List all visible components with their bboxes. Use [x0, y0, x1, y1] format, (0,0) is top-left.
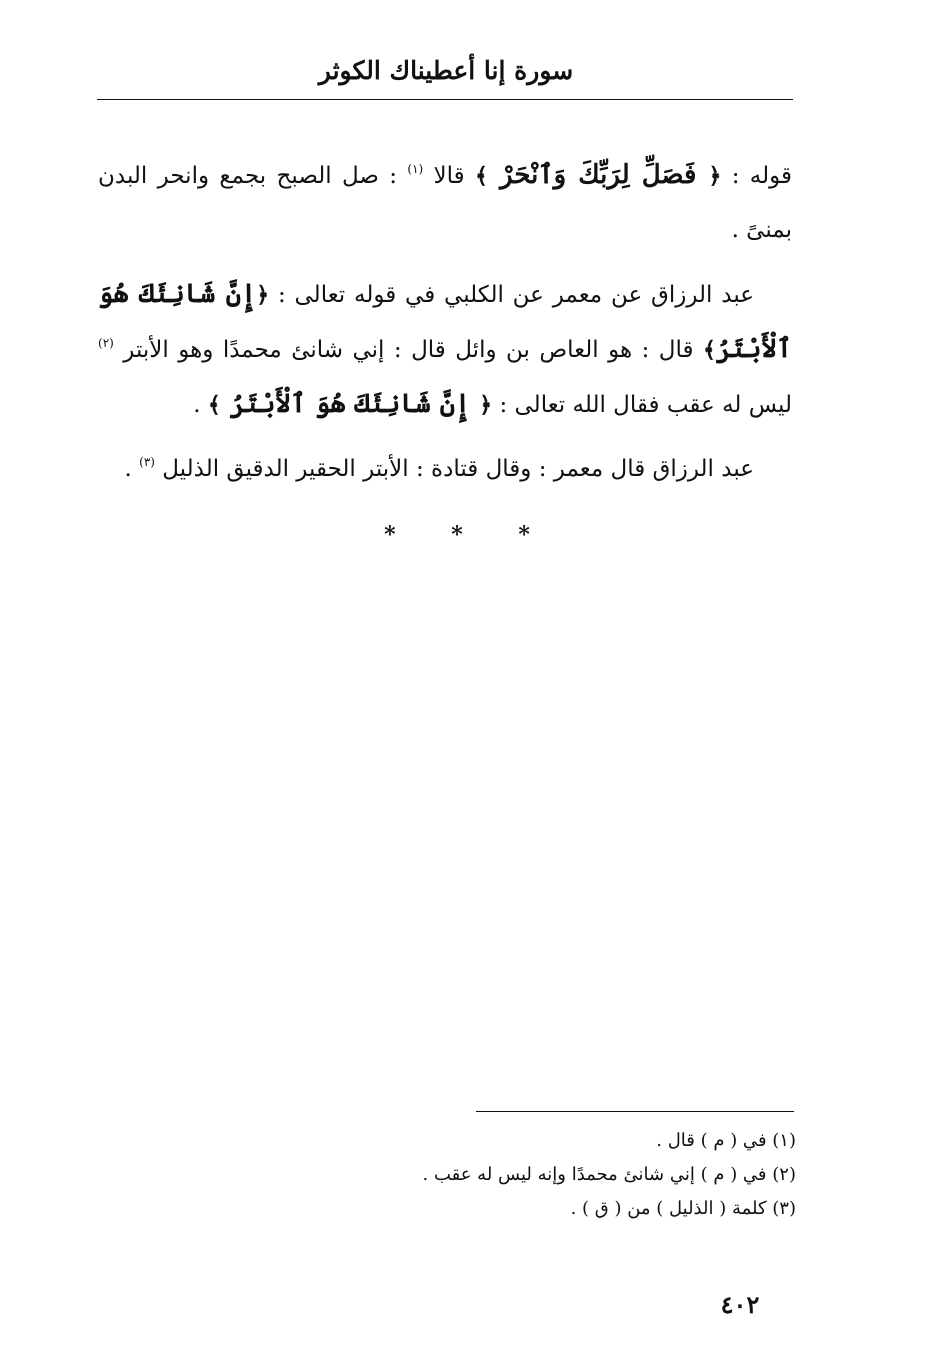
- header-divider: [97, 99, 793, 100]
- footnote-1: (١) في ( م ) قال .: [656, 1130, 796, 1151]
- quran-quote: إِنَّ شَانِئَكَ هُوَ ٱلْأَبْتَرُ: [98, 279, 792, 364]
- paragraph-1: [98, 148, 792, 257]
- text-segment: : صل الصبح بجمع وانحر البدن بمنىً .: [98, 163, 792, 243]
- text-segment: ليس له عقب فقال الله تعالى :: [492, 392, 792, 418]
- paragraph-2: [98, 267, 792, 432]
- text-segment: عبد الرزاق عن معمر عن الكلبي في قوله تعالى :: [269, 282, 754, 308]
- quran-quote: فَصَلِّ لِرَبِّكَ وَٱنْحَرْ: [487, 160, 709, 190]
- text-segment: قالا: [423, 163, 476, 189]
- page-number: ٤٠٢: [720, 1290, 760, 1319]
- footnote-divider: [476, 1111, 794, 1112]
- quran-open-bracket: ﴿: [708, 163, 722, 189]
- section-separator: * * *: [384, 522, 554, 548]
- text-segment: .: [193, 392, 208, 418]
- text-segment: عبد الرزاق قال معمر : وقال قتادة : الأبتر الحقير الدقيق الذليل: [154, 456, 754, 482]
- text-segment: .: [124, 456, 140, 482]
- quran-open-bracket: ﴿: [256, 282, 270, 308]
- footnote-3: (٣) كلمة ( الذليل ) من ( ق ) .: [570, 1198, 796, 1219]
- paragraph-3: [98, 442, 792, 496]
- footnotes: [380, 1124, 796, 1226]
- footnote-ref-3[interactable]: (٣): [139, 455, 155, 469]
- footnote-2: (٢) في ( م ) إني شانئ محمدًا وإنه ليس له عقب .: [422, 1164, 796, 1185]
- quran-close-bracket: ﴾: [702, 337, 716, 363]
- main-text: [98, 148, 792, 506]
- text-segment: قال : هو العاص بن وائل قال : إني شانئ محمدًا وهو الأبتر: [113, 337, 703, 363]
- lead-text: قوله :: [721, 163, 792, 189]
- page-title: سورة إنا أعطيناك الكوثر: [318, 56, 574, 85]
- footnote-ref-1[interactable]: (١): [407, 162, 424, 176]
- quran-close-bracket: ﴾: [207, 392, 221, 418]
- quran-close-bracket: ﴾: [475, 163, 488, 189]
- footnote-ref-2[interactable]: (٢): [98, 336, 114, 350]
- quran-open-bracket: ﴿: [479, 392, 493, 418]
- quran-quote: إِنَّ شَانِئَكَ هُوَ ٱلْأَبْتَرُ: [220, 389, 480, 419]
